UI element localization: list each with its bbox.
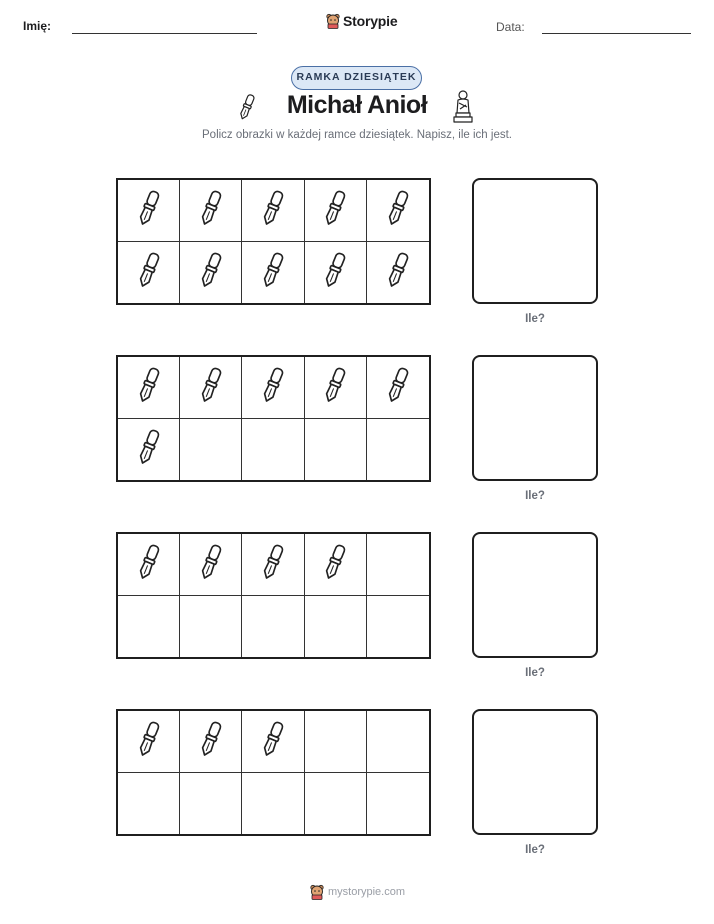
chisel-icon [258,251,288,294]
frame-cell [305,534,367,596]
frame-cell [367,419,429,481]
frame-cell [180,773,242,835]
chisel-icon [320,543,350,586]
chisel-icon [258,189,288,232]
instructions: Policz obrazki w każdej ramce dziesiątek. Napisz, ile ich jest. [202,129,512,141]
frame-cell [367,357,429,419]
frame-cell [242,180,304,242]
chisel-icon [134,720,164,763]
frame-cell [180,357,242,419]
frame-cell [242,357,304,419]
frame-cell [367,180,429,242]
frame-cell [180,419,242,481]
chisel-icon [196,366,226,409]
footer [310,884,405,900]
frame-cell [180,596,242,658]
answer-box-2[interactable] [472,355,598,481]
brand-name: Storypie [343,13,398,29]
frame-cell [242,711,304,773]
frame-cell [180,242,242,304]
worksheet-type-badge: RAMKA DZIESIĄTEK [291,66,422,90]
chisel-icon [383,251,413,294]
answer-label-1: Ile? [525,313,545,325]
frame-cell [305,242,367,304]
frame-cell [118,711,180,773]
statue-icon [452,89,474,123]
frame-cell [367,773,429,835]
frame-cell [118,357,180,419]
frame-cell [367,596,429,658]
chisel-icon [134,189,164,232]
answer-label-4: Ile? [525,844,545,856]
chisel-icon [196,543,226,586]
frame-cell [118,534,180,596]
frame-cell [242,419,304,481]
frame-cell [305,596,367,658]
frame-cell [118,180,180,242]
frame-cell [367,242,429,304]
name-label: Imię: [23,19,52,33]
frame-cell [305,419,367,481]
chisel-icon [258,543,288,586]
chisel-icon [196,251,226,294]
frame-cell [180,180,242,242]
frame-cell [242,773,304,835]
frame-cell [118,773,180,835]
answer-label-2: Ile? [525,490,545,502]
chisel-icon [258,720,288,763]
chisel-icon [320,251,350,294]
footer-url: mystorypie.com [328,886,406,898]
chisel-icon [258,366,288,409]
date-label: Data: [496,20,525,34]
answer-box-1[interactable] [472,178,598,304]
frame-cell [305,711,367,773]
page-title: Michał Anioł [286,91,428,119]
frame-cell [180,711,242,773]
ten-frame-4 [116,709,431,836]
frame-cell [305,180,367,242]
chisel-icon [383,366,413,409]
frame-cell [305,357,367,419]
frame-cell [242,596,304,658]
chisel-icon [134,251,164,294]
answer-box-3[interactable] [472,532,598,658]
ten-frame-2 [116,355,431,482]
name-field[interactable] [72,33,257,34]
chisel-icon [134,366,164,409]
frame-cell [118,242,180,304]
chisel-icon [134,428,164,471]
frame-cell [118,596,180,658]
frame-cell [180,534,242,596]
answer-box-4[interactable] [472,709,598,835]
answer-label-3: Ile? [525,667,545,679]
chisel-icon [196,189,226,232]
bear-mascot-icon [310,884,324,900]
brand-logo [326,13,397,29]
frame-cell [118,419,180,481]
frame-cell [242,534,304,596]
frame-cell [305,773,367,835]
chisel-icon [383,189,413,232]
chisel-icon [134,543,164,586]
frame-cell [367,711,429,773]
bear-mascot-icon [326,13,340,29]
ten-frame-1 [116,178,431,305]
chisel-icon [196,720,226,763]
chisel-icon [320,366,350,409]
frame-cell [242,242,304,304]
ten-frame-3 [116,532,431,659]
chisel-icon [320,189,350,232]
frame-cell [367,534,429,596]
date-field[interactable] [542,33,691,34]
